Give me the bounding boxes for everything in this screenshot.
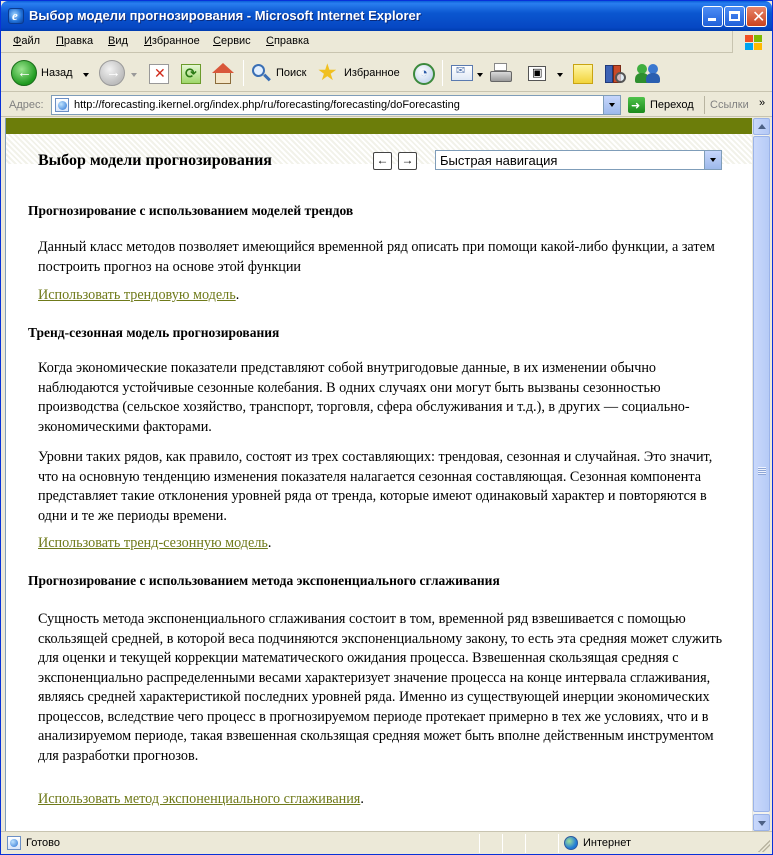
address-dropdown-button[interactable] [603, 96, 620, 114]
ie-logo-icon: e [8, 8, 24, 24]
scroll-thumb[interactable] [753, 136, 770, 812]
refresh-icon[interactable]: ⟳ [181, 64, 201, 84]
security-zone-label: Интернет [583, 837, 631, 849]
menu-favorites[interactable]: Избранное [144, 35, 200, 47]
section-link-line [38, 287, 239, 304]
messenger-icon[interactable] [635, 62, 663, 86]
section-paragraph: Когда экономические показатели представляют собой внутригодовые данные, в их изменении обычно наблюдаются устойчивые сезонные колебания. В одних случаях они могут быть вызваны сезонностью производства (сельское хозяйство, транспорт, торговля, сфера обслуживания и т.д.), в других — социально-экономическими факторами. [38, 360, 690, 435]
section-link-line [38, 535, 271, 552]
use-trend-seasonal-model-link[interactable]: Использовать тренд-сезонную модель [38, 535, 268, 551]
forward-arrow-icon[interactable]: → [99, 60, 125, 86]
menu-bar [1, 31, 772, 53]
use-exponential-smoothing-link[interactable]: Использовать метод экспоненциального сглаживания [38, 791, 361, 807]
minimize-icon [708, 18, 716, 21]
section-title: Прогнозирование с использованием моделей трендов [28, 203, 354, 218]
toolbar-separator [442, 60, 443, 86]
address-bar [1, 93, 772, 117]
link-suffix: . [360, 791, 364, 807]
prev-page-button[interactable]: ← [373, 152, 392, 170]
menu-file[interactable]: Файл [13, 35, 41, 47]
forward-history-dropdown-icon[interactable] [131, 73, 137, 77]
search-button-label[interactable]: Поиск [276, 67, 307, 79]
menu-edit[interactable]: Правка [56, 35, 94, 47]
link-suffix: . [235, 287, 240, 303]
status-separator [525, 834, 526, 853]
address-url[interactable]: http://forecasting.ikernel.org/index.php/ru/forecasting/forecasting/doForecasting [74, 99, 460, 111]
chevron-down-icon [710, 158, 716, 162]
print-icon[interactable] [489, 63, 513, 85]
research-icon[interactable] [603, 62, 627, 86]
page-title: Выбор модели прогнозирования [38, 152, 272, 169]
window-title: Выбор модели прогнозирования - Microsoft Internet Explorer [29, 8, 421, 23]
next-page-button[interactable]: → [398, 152, 417, 170]
status-separator [558, 834, 559, 853]
section-title: Прогнозирование с использованием метода экспоненциального сглаживания [28, 573, 500, 588]
address-label: Адрес: [9, 99, 44, 111]
scroll-down-button[interactable] [753, 814, 770, 831]
header-band [6, 118, 752, 134]
search-icon[interactable] [251, 63, 273, 85]
links-separator [704, 96, 705, 114]
maximize-button[interactable] [724, 6, 745, 27]
status-text: Готово [26, 837, 60, 849]
mail-dropdown-icon[interactable] [477, 73, 483, 77]
toolbar-separator [243, 60, 244, 86]
go-button[interactable] [628, 96, 700, 114]
menu-help[interactable]: Справка [266, 35, 310, 47]
section-paragraph: Сущность метода экспоненциального сглаживания состоит в том, временной ряд взвешивается с помощью скользящей средней, в которой веса подчиняются экспоненциальному закону, то есть эта средняя может служить для оценки и текущей коррекции математического ожидания процесса. Взвешенная скользящая средняя с экспоненциально распределенными весами характеризует значение процесса на конце интервала сглаживания, являясь средней характеристикой последних уровней ряда. Именно из существующей инерции экономических процессов, вследствие чего процесс в прогнозируемом периоде протекает примерно в тех же условиях, что и в анализируемом периоде, такая взвешенная скользящая средняя может быть вполне действенным инструментом для разработки прогнозов. [38, 611, 723, 764]
arrow-down-icon [758, 821, 766, 826]
page-status-icon [7, 836, 21, 850]
discuss-icon[interactable] [573, 64, 593, 84]
links-toolbar[interactable]: Ссылки [710, 99, 749, 111]
quick-nav-value: Быстрая навигация [440, 153, 558, 168]
title-bar[interactable] [1, 1, 772, 31]
use-trend-model-link[interactable]: Использовать трендовую модель [38, 287, 236, 303]
section-link-line [38, 791, 364, 808]
go-label: Переход [650, 99, 694, 111]
status-bar [1, 831, 772, 854]
section-paragraph: Уровни таких рядов, как правило, состоят из трех составляющих: трендовая, сезонная и случайная. Это значит, что на основную тенденцию изменения показателя налагается сезонная составляющая. Сезонная компонента представляет такие отклонения уровней ряда от тренда, которые имеют одинаковый характер и повторяются в одни и те же периоды времени. [38, 449, 713, 524]
section-title: Тренд-сезонная модель прогнозирования [28, 325, 280, 340]
favorites-button-label[interactable]: Избранное [344, 67, 400, 79]
stop-icon[interactable]: ✕ [149, 64, 169, 84]
link-suffix: . [267, 535, 272, 551]
close-icon: ✕ [752, 7, 766, 26]
maximize-icon [729, 11, 740, 21]
menu-view[interactable]: Вид [108, 35, 128, 47]
grip-icon [758, 467, 766, 475]
page-icon [55, 98, 69, 112]
resize-grip-icon[interactable] [758, 840, 770, 852]
section-paragraph: Данный класс методов позволяет имеющийся временной ряд описать при помощи какой-либо функции, а затем построить прогноз на основе этой функции [38, 239, 715, 275]
go-arrow-icon: ➜ [628, 97, 645, 113]
edit-page-icon[interactable]: ▣ [528, 66, 546, 81]
quick-nav-select[interactable] [435, 150, 722, 170]
windows-logo-icon [732, 31, 772, 53]
address-input[interactable] [51, 95, 621, 115]
links-expand-icon[interactable]: » [759, 97, 766, 109]
internet-zone-globe-icon [564, 836, 578, 850]
quick-nav-dropdown-button[interactable] [704, 151, 721, 169]
menu-tools[interactable]: Сервис [213, 35, 251, 47]
favorites-star-icon[interactable]: ★ [317, 59, 338, 85]
minimize-button[interactable] [702, 6, 723, 27]
vertical-scrollbar[interactable] [752, 118, 769, 831]
standard-toolbar [1, 54, 772, 92]
chevron-down-icon [609, 103, 615, 107]
back-arrow-icon[interactable]: ← [11, 60, 37, 86]
status-separator [502, 834, 503, 853]
history-icon[interactable]: ◔ [413, 63, 435, 85]
page-content [5, 118, 752, 831]
close-button[interactable] [746, 6, 767, 27]
status-separator [479, 834, 480, 853]
scroll-up-button[interactable] [753, 118, 770, 135]
back-button-label[interactable]: Назад [41, 67, 73, 79]
home-icon[interactable] [211, 63, 235, 85]
edit-dropdown-icon[interactable] [557, 73, 563, 77]
back-history-dropdown-icon[interactable] [83, 73, 89, 77]
mail-icon[interactable]: ✉ [451, 65, 473, 81]
arrow-up-icon [758, 124, 766, 129]
